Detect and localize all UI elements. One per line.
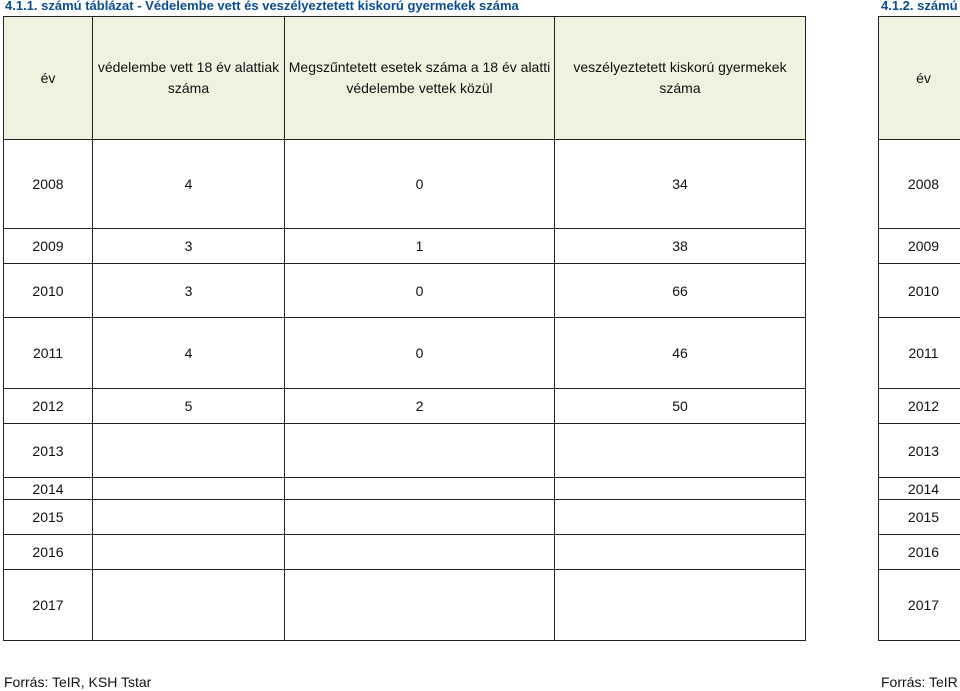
table-title-left: 4.1.1. számú táblázat - Védelembe vett és veszélyeztetett kiskorú gyermekek száma (5, 0, 565, 14)
column-header-year: év (4, 17, 93, 140)
cell-terminated: 1 (285, 229, 555, 264)
source-note-left: Forrás: TeIR, KSH Tstar (4, 673, 304, 691)
cell-protected (93, 535, 285, 570)
cell-year: 2017 (879, 570, 960, 641)
cell-year: 2017 (4, 570, 93, 641)
cell-protected (93, 478, 285, 500)
cell-year: 2013 (4, 424, 93, 478)
table-row (879, 264, 960, 318)
cell-year: 2015 (4, 500, 93, 535)
cell-year: 2015 (879, 500, 960, 535)
column-header-endangered: veszélyeztetett kiskorú gyermekek száma (555, 17, 806, 140)
cell-terminated (285, 535, 555, 570)
table-row (879, 229, 960, 264)
cell-protected (93, 570, 285, 641)
cell-endangered: 38 (555, 229, 806, 264)
cell-protected (93, 500, 285, 535)
cell-endangered: 50 (555, 389, 806, 424)
side-data-table (878, 16, 960, 641)
table-row (4, 318, 806, 389)
cell-year: 2013 (879, 424, 960, 478)
cell-year: 2009 (879, 229, 960, 264)
header-row (879, 17, 960, 140)
table-row (879, 478, 960, 500)
table-row (879, 535, 960, 570)
main-data-table (3, 16, 806, 641)
table-row (4, 570, 806, 641)
cell-terminated: 0 (285, 318, 555, 389)
cell-terminated (285, 424, 555, 478)
cell-year: 2016 (4, 535, 93, 570)
cell-endangered (555, 535, 806, 570)
source-note-right: Forrás: TeIR (881, 673, 960, 691)
cell-endangered (555, 500, 806, 535)
cell-year: 2009 (4, 229, 93, 264)
table-row (879, 389, 960, 424)
table-row (4, 389, 806, 424)
cell-protected: 5 (93, 389, 285, 424)
cell-protected: 4 (93, 140, 285, 229)
cell-year: 2010 (879, 264, 960, 318)
cell-year: 2014 (4, 478, 93, 500)
table-row (4, 140, 806, 229)
header-row (4, 17, 806, 140)
cell-protected: 4 (93, 318, 285, 389)
cell-terminated (285, 500, 555, 535)
cell-endangered (555, 570, 806, 641)
cell-year: 2011 (879, 318, 960, 389)
cell-terminated: 2 (285, 389, 555, 424)
column-header-year: év (879, 17, 960, 140)
cell-year: 2011 (4, 318, 93, 389)
cell-terminated: 0 (285, 264, 555, 318)
cell-terminated: 0 (285, 140, 555, 229)
cell-year: 2008 (879, 140, 960, 229)
cell-terminated (285, 478, 555, 500)
cell-year: 2014 (879, 478, 960, 500)
table-row (4, 424, 806, 478)
table-row (879, 318, 960, 389)
cell-protected: 3 (93, 229, 285, 264)
cell-endangered: 34 (555, 140, 806, 229)
cell-protected: 3 (93, 264, 285, 318)
cell-protected (93, 424, 285, 478)
cell-year: 2012 (879, 389, 960, 424)
table-title-right: 4.1.2. számú (881, 0, 960, 14)
cell-endangered: 46 (555, 318, 806, 389)
table-row (4, 535, 806, 570)
table-row (879, 570, 960, 641)
table-row (4, 264, 806, 318)
table-row (879, 500, 960, 535)
table-row (4, 229, 806, 264)
cell-year: 2008 (4, 140, 93, 229)
table-row (879, 140, 960, 229)
column-header-protected: védelembe vett 18 év alattiak száma (93, 17, 285, 140)
cell-endangered (555, 424, 806, 478)
table-row (4, 500, 806, 535)
column-header-terminated: Megszűntetett esetek száma a 18 év alatti védelembe vettek közül (285, 17, 555, 140)
cell-endangered (555, 478, 806, 500)
table-row (4, 478, 806, 500)
cell-endangered: 66 (555, 264, 806, 318)
cell-year: 2012 (4, 389, 93, 424)
cell-terminated (285, 570, 555, 641)
cell-year: 2016 (879, 535, 960, 570)
cell-year: 2010 (4, 264, 93, 318)
table-row (879, 424, 960, 478)
